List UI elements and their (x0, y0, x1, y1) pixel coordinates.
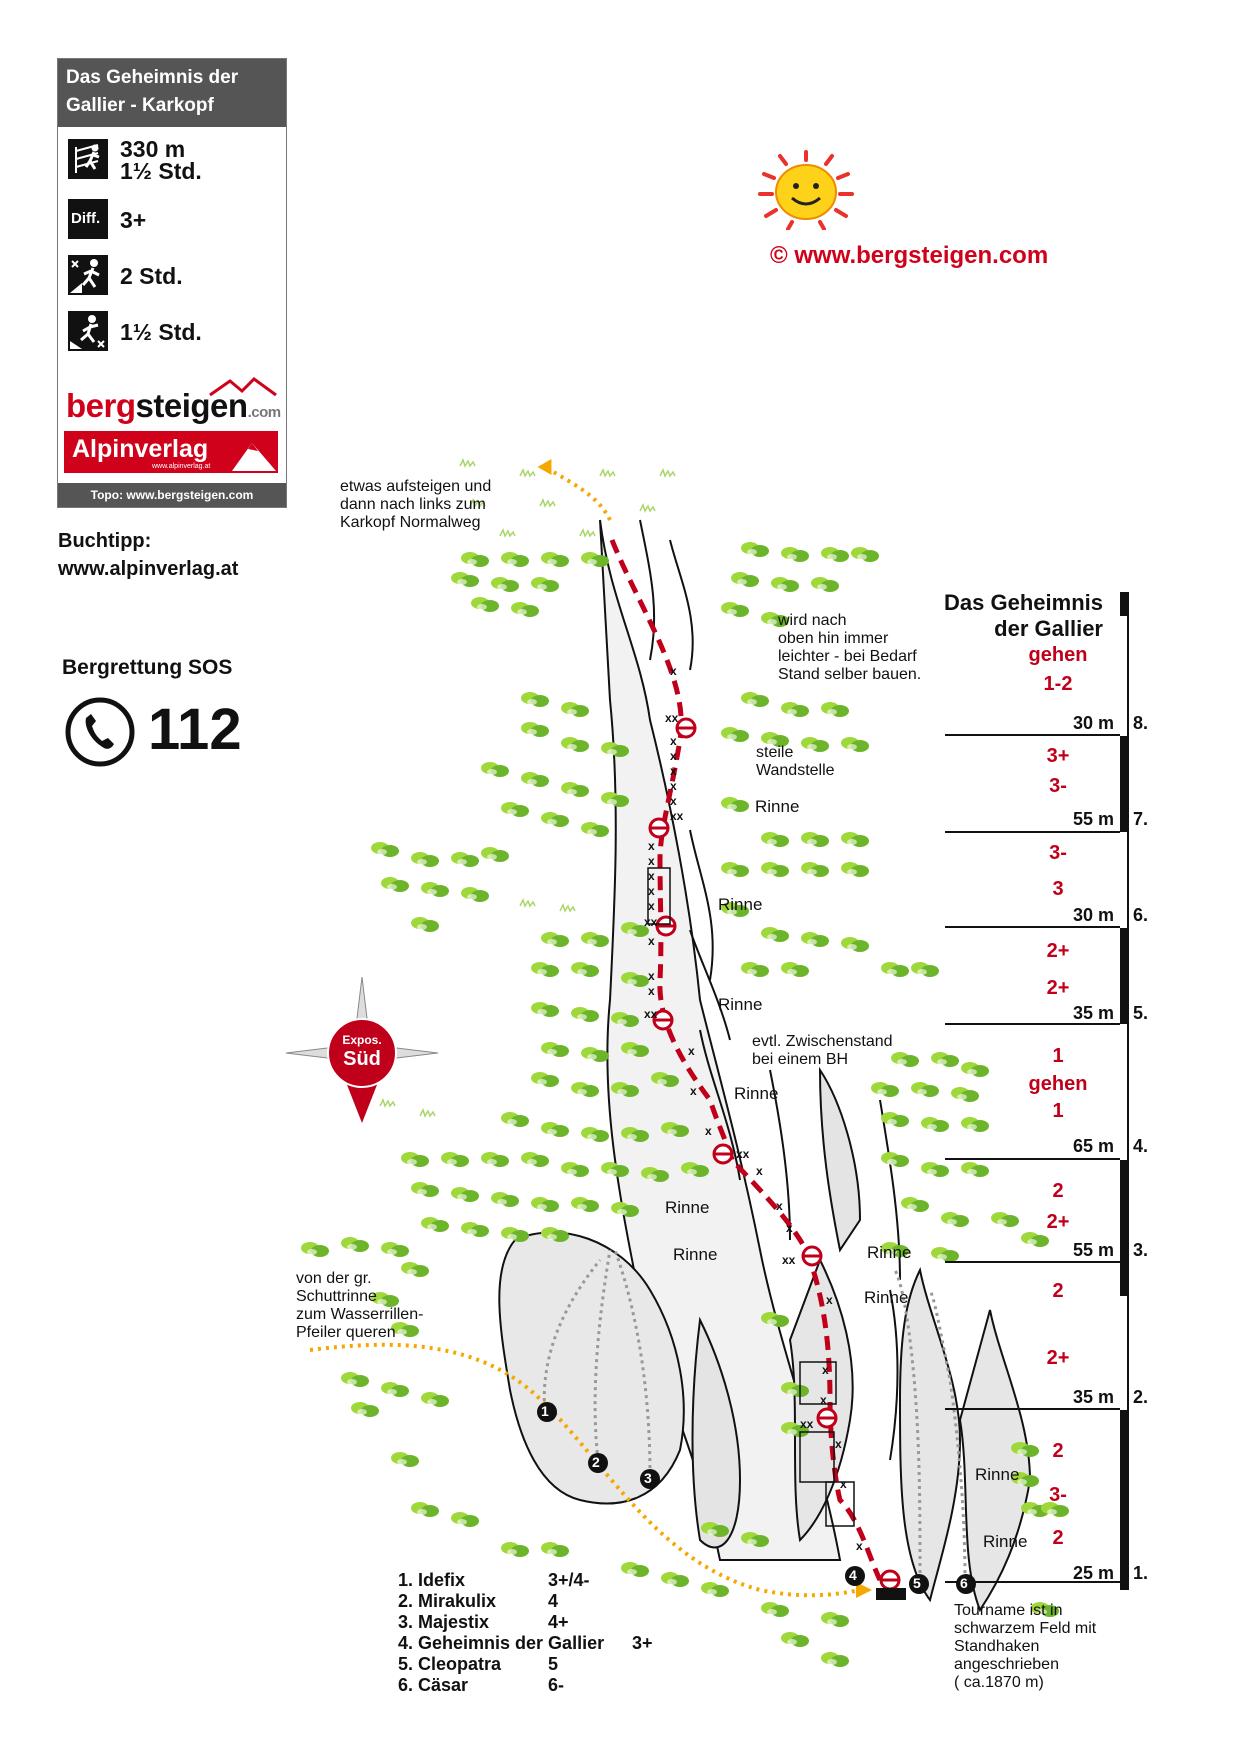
booktip-link[interactable]: www.alpinverlag.at (58, 558, 239, 580)
climb-time: 1½ Std. (120, 158, 202, 184)
svg-text:xx: xx (782, 1253, 796, 1267)
svg-text:xx: xx (670, 809, 684, 823)
note-upper: wird nach oben hin immer leichter - bei Bedarf Stand selber bauen. (778, 612, 922, 683)
approach-time: 2 Std. (120, 263, 183, 289)
marker-6-label: 6 (960, 1575, 968, 1591)
gully-label: Rinne (718, 895, 763, 914)
gully-label: Rinne (734, 1084, 779, 1103)
svg-text:xx: xx (800, 1417, 814, 1431)
svg-text:x: x (820, 1393, 827, 1407)
gully-label: Rinne (673, 1245, 718, 1264)
bergsteigen-logo: bergsteigen.com (66, 387, 281, 424)
pitch-5-number: 5. (1133, 1003, 1149, 1023)
svg-text:x: x (648, 899, 655, 913)
pitch-8-grade-1: gehen (1028, 644, 1088, 666)
svg-text:x: x (648, 984, 655, 998)
descent-time: 1½ Std. (120, 319, 202, 345)
pitch-4-grade-3: 1 (1052, 1100, 1064, 1122)
svg-text:x: x (822, 1363, 829, 1377)
sos-number: 112 (148, 697, 242, 762)
svg-text:x: x (776, 1199, 783, 1213)
gully-label: Rinne (867, 1243, 912, 1262)
svg-text:x: x (835, 1437, 842, 1451)
pitch-route-name-line-2: der Gallier (994, 616, 1103, 641)
pitch-5-length: 35 m (1072, 1003, 1114, 1023)
svg-text:x: x (688, 1044, 695, 1058)
note-zwischenstand: evtl. Zwischenstand bei einem BH (752, 1033, 893, 1068)
svg-text:x: x (648, 934, 655, 948)
copyright-notice[interactable]: © www.bergsteigen.com (770, 242, 1049, 269)
difficulty-badge: Diff. (68, 199, 108, 239)
pitch-8-length: 30 m (1072, 713, 1114, 733)
gully-label: Rinne (983, 1532, 1028, 1551)
pitch-2-number: 2. (1133, 1387, 1149, 1407)
pitch-6-grade-1: 3- (1049, 842, 1067, 864)
pitch-3-grade-1: 2 (1052, 1180, 1064, 1202)
svg-text:x: x (826, 1293, 833, 1307)
svg-text:x: x (670, 749, 677, 763)
pitch-7-grade-1: 3+ (1046, 745, 1070, 767)
pitch-6-length: 30 m (1072, 905, 1114, 925)
compass-expos-label: Expos. (342, 1033, 382, 1047)
note-steep: steile Wandstelle (756, 744, 835, 779)
marker-1-label: 1 (541, 1403, 549, 1419)
svg-text:xx: xx (736, 1147, 750, 1161)
svg-text:x: x (786, 1221, 793, 1235)
note-route-plate: Tourname ist in schwarzem Feld mit Standhaken angeschrieben ( ca.1870 m) (954, 1602, 1097, 1691)
svg-text:x: x (648, 854, 655, 868)
svg-text:x: x (856, 1539, 863, 1553)
route-height: 330 m (120, 136, 186, 162)
booktip-label: Buchtipp: (58, 530, 152, 552)
pitch-7-grade-2: 3- (1049, 775, 1067, 797)
pitch-6-number: 6. (1133, 905, 1149, 925)
gully-label: Rinne (864, 1288, 909, 1307)
marker-5-label: 5 (913, 1575, 921, 1591)
pitch-route-name-line-1: Das Geheimnis (944, 590, 1103, 615)
card-title-line-1: Das Geheimnis der (66, 67, 239, 88)
pitch-4-length: 65 m (1072, 1136, 1114, 1156)
svg-text:x: x (756, 1164, 763, 1178)
note-top: etwas aufsteigen und dann nach links zum Karkopf Normalweg (340, 478, 492, 531)
pitch-4-number: 4. (1133, 1136, 1149, 1156)
route-name-plate (876, 1588, 906, 1600)
svg-text:x: x (670, 664, 677, 678)
svg-text:xx: xx (644, 915, 658, 929)
alpinverlag-logo: Alpinverlag www.alpinverlag.at (64, 431, 278, 473)
pitch-4-grade-1: 1 (1052, 1045, 1064, 1067)
svg-text:x: x (670, 779, 677, 793)
pitch-1-grade-3: 2 (1052, 1527, 1064, 1549)
pitch-3-grade-2: 2+ (1046, 1211, 1070, 1233)
svg-text:x: x (670, 764, 677, 778)
pitch-3-number: 3. (1133, 1240, 1149, 1260)
svg-text:xx: xx (644, 1007, 658, 1021)
pitch-1-length: 25 m (1072, 1563, 1114, 1583)
marker-3-label: 3 (644, 1470, 652, 1486)
gully-label: Rinne (755, 797, 800, 816)
gully-label: Rinne (975, 1465, 1020, 1484)
card-title-line-2: Gallier - Karkopf (66, 95, 214, 116)
pitch-4-grade-2: gehen (1028, 1073, 1088, 1095)
pitch-8-number: 8. (1133, 713, 1149, 733)
descent-arrow-icon (538, 459, 559, 479)
pitch-7-length: 55 m (1072, 809, 1114, 829)
pitch-2-grade-2: 2+ (1046, 1347, 1070, 1369)
compass-direction: Süd (343, 1048, 381, 1070)
pitch-6-grade-2: 3 (1052, 878, 1064, 900)
svg-text:x: x (648, 969, 655, 983)
marker-4-label: 4 (849, 1567, 857, 1583)
svg-text:x: x (705, 1124, 712, 1138)
svg-text:x: x (840, 1477, 847, 1491)
difficulty-value: 3+ (120, 207, 147, 233)
pitch-8-grade-2: 1-2 (1043, 673, 1073, 695)
svg-text:x: x (670, 734, 677, 748)
pitch-1-grade-2: 3- (1049, 1484, 1067, 1506)
pitch-3-length: 55 m (1072, 1240, 1114, 1260)
note-traverse: von der gr. Schuttrinne zum Wasserrillen- Pfeiler queren (296, 1270, 424, 1341)
svg-text:x: x (670, 794, 677, 808)
sos-title: Bergrettung SOS (62, 656, 233, 679)
svg-text:x: x (648, 884, 655, 898)
svg-text:x: x (690, 1084, 697, 1098)
gully-label: Rinne (718, 995, 763, 1014)
pitch-1-number: 1. (1133, 1563, 1149, 1583)
pitch-5-grade-2: 2+ (1046, 977, 1070, 999)
gully-label: Rinne (665, 1198, 710, 1217)
svg-text:xx: xx (665, 711, 679, 725)
marker-2-label: 2 (592, 1454, 600, 1470)
pitch-2-grade-1: 2 (1052, 1280, 1064, 1302)
pitch-5-grade-1: 2+ (1046, 940, 1070, 962)
svg-text:x: x (648, 869, 655, 883)
pitch-2-length: 35 m (1072, 1387, 1114, 1407)
svg-text:x: x (648, 839, 655, 853)
pitch-7-number: 7. (1133, 809, 1149, 829)
topo-credit: Topo: www.bergsteigen.com (58, 483, 286, 507)
pitch-1-grade-1: 2 (1052, 1440, 1064, 1462)
